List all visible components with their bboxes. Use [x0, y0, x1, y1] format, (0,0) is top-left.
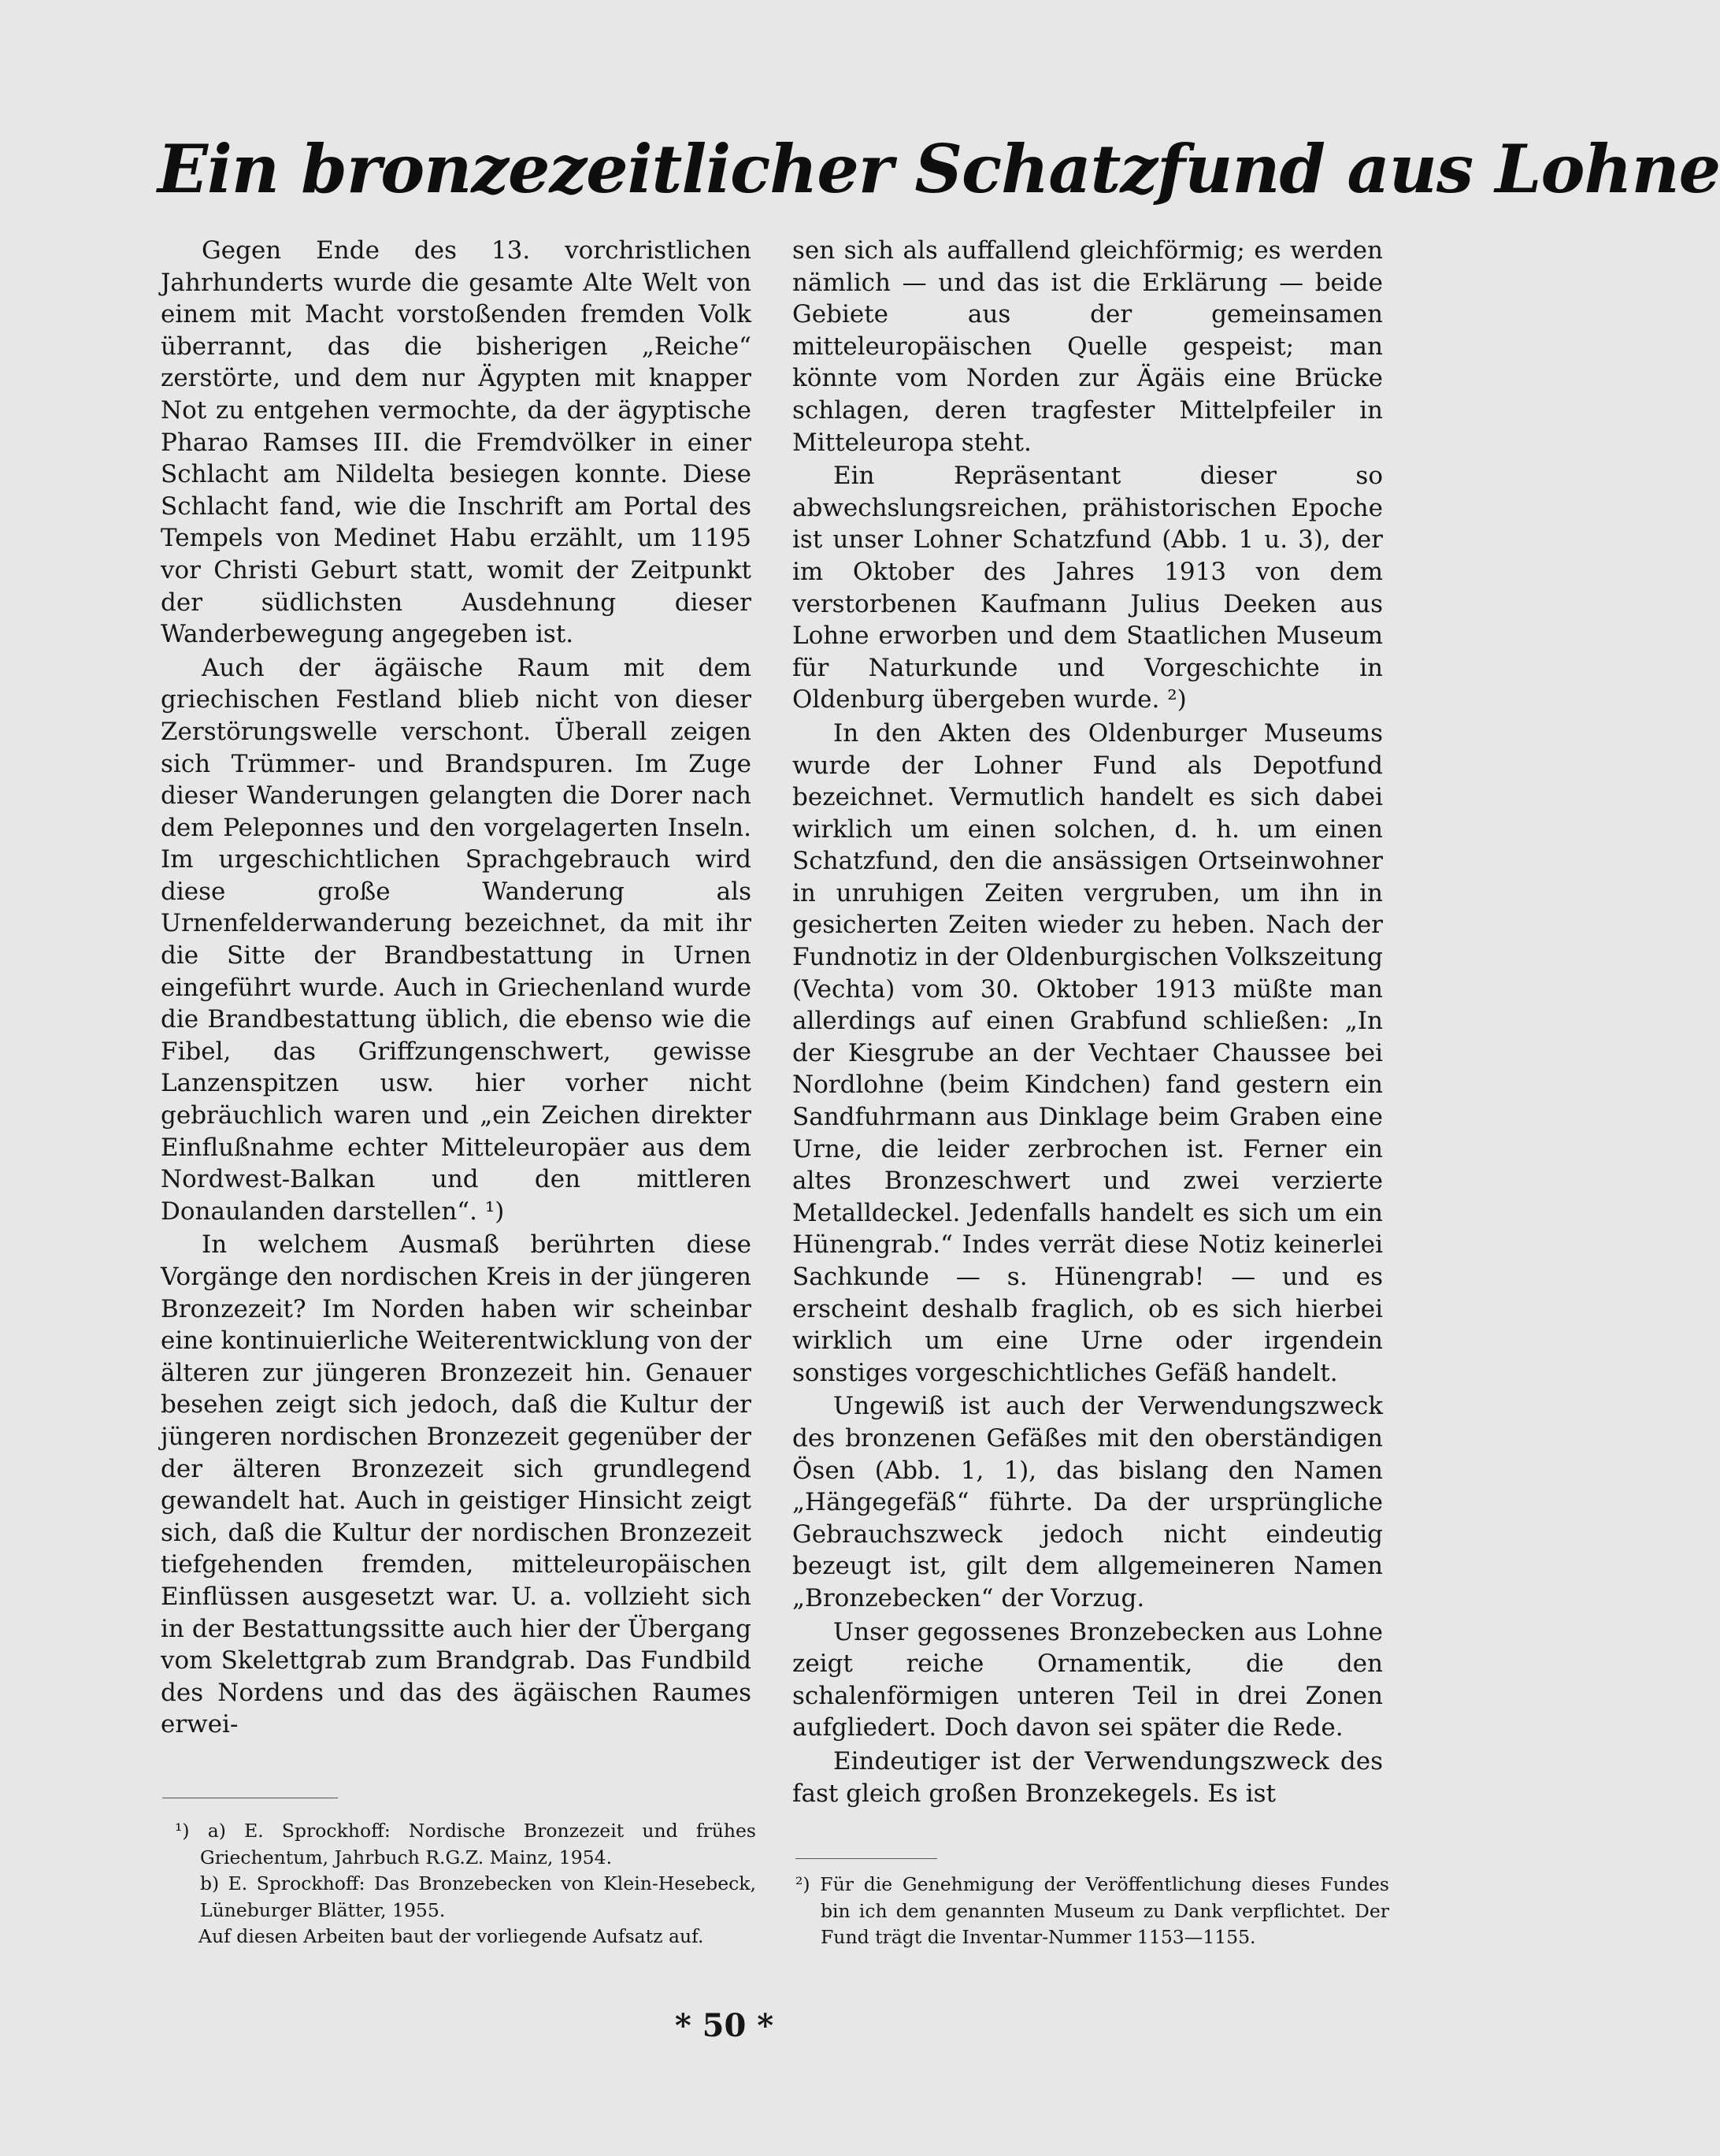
footnotes-left	[175, 1818, 756, 1950]
right-column	[792, 235, 1383, 1811]
footnotes-right	[795, 1872, 1389, 1951]
footnote-1-note: Auf diesen Arbeiten baut der vorliegende Aufsatz auf.	[198, 1925, 704, 1947]
article-title: Ein bronzezeitlicher Schatzfund aus Lohne	[158, 130, 1720, 208]
right-paragraph-5: Unser gegossenes Bronzebecken aus Lohne zeigt reiche Ornamentik, die den schalenförmigen unteren Teil in drei Zonen aufgliedert. Doch davon sei später die Rede.	[792, 1617, 1383, 1742]
footnote-divider-right	[795, 1858, 937, 1859]
left-paragraph-2: Auch der ägäische Raum mit dem griechischen Festland blieb nicht von dieser Zerstörungswelle verschont. Überall zeigen sich Trümmer- und Brandspuren. Im Zuge dieser Wanderungen gelangten die Dorer nach dem Peleponnes und den vorgelagerten Inseln. Im urgeschichtlichen Sprachgebrauch wird diese große Wanderung als Urnenfelderwanderung bezeichnet, da mit ihr die Sitte der Brandbestattung in Urnen eingeführt wurde. Auch in Griechenland wurde die Brandbestattung üblich, die ebenso wie die Fibel, das Griffzungenschwert, gewisse Lanzenspitzen usw. hier vorher nicht gebräuchlich waren und „ein Zeichen direkter Einflußnahme echter Mitteleuropäer aus dem Nordwest-Balkan und den mittleren Donaulanden darstellen“. ¹)	[161, 653, 751, 1226]
left-paragraph-3: In welchem Ausmaß berührten diese Vorgänge den nordischen Kreis in der jüngeren Bronzezeit? Im Norden haben wir scheinbar eine kontinuierliche Weiterentwicklung von der älteren zur jüngeren Bronzezeit hin. Genauer besehen zeigt sich jedoch, daß die Kultur der jüngeren nordischen Bronzezeit gegenüber der der älteren Bronzezeit sich grundlegend gewandelt hat. Auch in geistiger Hinsicht zeigt sich, daß die Kultur der nordischen Bronzezeit tiefgehenden fremden, mitteleuropäischen Einflüssen ausgesetzt war. U. a. vollzieht sich in der Bestattungssitte auch hier der Übergang vom Skelettgrab zum Brandgrab. Das Fundbild des Nordens und das des ägäischen Raumes erwei-	[161, 1230, 751, 1739]
footnote-1b: b) E. Sprockhoff: Das Bronzebecken von Klein-Hesebeck, Lüneburger Blätter, 1955.	[200, 1872, 756, 1921]
footnote-1a: ¹) a) E. Sprockhoff: Nordische Bronzezeit und frühes Griechentum, Jahrbuch R.G.Z. Mainz, 1954.	[175, 1820, 756, 1868]
right-paragraph-3: In den Akten des Oldenburger Museums wurde der Lohner Fund als Depotfund bezeichnet. Vermutlich handelt es sich dabei wirklich um einen solchen, d. h. um einen Schatzfund, den die ansässigen Ortseinwohner in unruhigen Zeiten vergruben, um ihn in gesicherten Zeiten wieder zu heben. Nach der Fundnotiz in der Oldenburgischen Volkszeitung (Vechta) vom 30. Oktober 1913 müßte man allerdings auf einen Grabfund schließen: „In der Kiesgrube an der Vechtaer Chaussee bei Nordlohne (beim Kindchen) fand gestern ein Sandfuhrmann aus Dinklage beim Graben eine Urne, die leider zerbrochen ist. Ferner ein altes Bronzeschwert und zwei verzierte Metalldeckel. Jedenfalls handelt es sich um ein Hünengrab.“ Indes verrät diese Notiz keinerlei Sachkunde — s. Hünengrab! — und es erscheint deshalb fraglich, ob es sich hierbei wirklich um eine Urne oder irgendein sonstiges vorgeschichtliches Gefäß handelt.	[792, 718, 1383, 1387]
left-paragraph-1: Gegen Ende des 13. vorchristlichen Jahrhunderts wurde die gesamte Alte Welt von einem mit Macht vorstoßenden fremden Volk überrannt, das die bisherigen „Reiche“ zerstörte, und dem nur Ägypten mit knapper Not zu entgehen vermochte, da der ägyptische Pharao Ramses III. die Fremdvölker in einer Schlacht am Nildelta besiegen konnte. Diese Schlacht fand, wie die Inschrift am Portal des Tempels von Medinet Habu erzählt, um 1195 vor Christi Geburt statt, womit der Zeitpunkt der südlichsten Ausdehnung dieser Wanderbewegung angegeben ist.	[161, 236, 751, 649]
right-paragraph-1: sen sich als auffallend gleichförmig; es werden nämlich — und das ist die Erklärung — beide Gebiete aus der gemeinsamen mitteleuropäischen Quelle gespeist; man könnte vom Norden zur Ägäis eine Brücke schlagen, deren tragfester Mittelpfeiler in Mitteleuropa steht.	[792, 236, 1383, 457]
right-paragraph-4: Ungewiß ist auch der Verwendungszweck des bronzenen Gefäßes mit den oberständigen Ösen (Abb. 1, 1), das bislang den Namen „Hängegefäß“ führte. Da der ursprüngliche Gebrauchszweck jedoch nicht eindeutig bezeugt ist, gilt dem allgemeineren Namen „Bronzebecken“ der Vorzug.	[792, 1392, 1383, 1612]
page-number: * 50 *	[674, 2007, 774, 2044]
right-paragraph-6: Eindeutiger ist der Verwendungszweck des fast gleich großen Bronzekegels. Es ist	[792, 1746, 1383, 1808]
right-paragraph-2: Ein Repräsentant dieser so abwechslungsreichen, prähistorischen Epoche ist unser Lohner Schatzfund (Abb. 1 u. 3), der im Oktober des Jahres 1913 von dem verstorbenen Kaufmann Julius Deeken aus Lohne erworben und dem Staatlichen Museum für Naturkunde und Vorgeschichte in Oldenburg übergeben wurde. ²)	[792, 462, 1383, 714]
left-column	[161, 235, 751, 1742]
footnote-2: ²) Für die Genehmigung der Veröffentlichung dieses Fundes bin ich dem genannten Museum zu Dank verpflichtet. Der Fund trägt die Inventar-Nummer 1153—1155.	[795, 1873, 1389, 1948]
